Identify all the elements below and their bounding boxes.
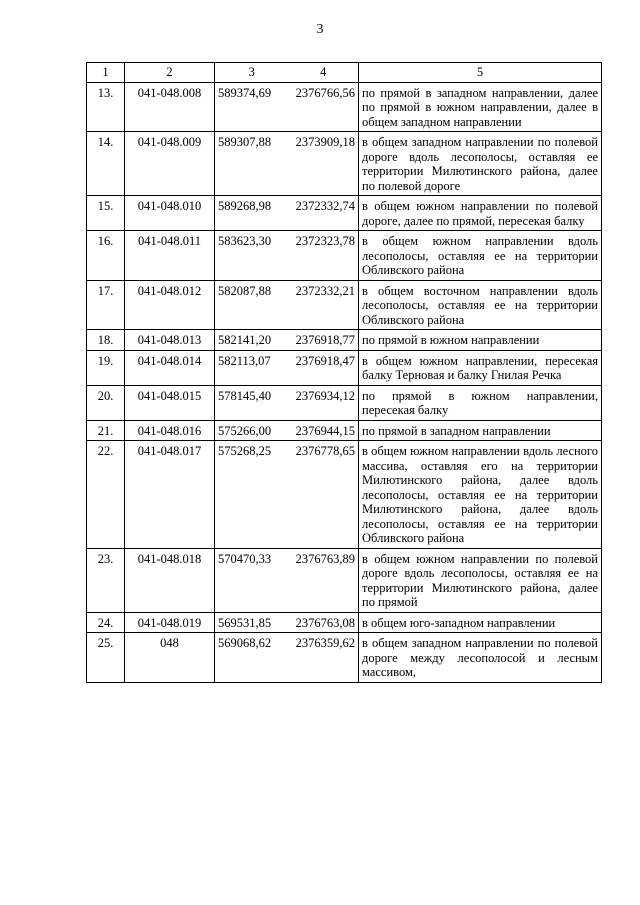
point-code: 048 — [125, 633, 215, 683]
row-number: 15. — [87, 196, 125, 231]
point-code: 041-048.013 — [125, 330, 215, 351]
coordinate-x: 570470,33 — [215, 548, 289, 612]
boundary-description: в общем юго-западном направлении — [359, 612, 602, 633]
header-col-5: 5 — [359, 63, 602, 83]
coordinate-x: 582113,07 — [215, 350, 289, 385]
boundary-description: в общем южном направлении по полевой дороге вдоль лесополосы, оставляя ее на территории Милютинского района, далее по прямой — [359, 548, 602, 612]
point-code: 041-048.010 — [125, 196, 215, 231]
coordinate-y: 2376359,62 — [289, 633, 359, 683]
boundary-description: в общем южном направлении по полевой дороге, далее по прямой, пересекая балку — [359, 196, 602, 231]
table-row — [87, 350, 602, 385]
table-row — [87, 385, 602, 420]
coordinate-x: 582087,88 — [215, 280, 289, 330]
boundary-description: в общем западном направлении по полевой дороге между лесополосой и лесным массивом, — [359, 633, 602, 683]
header-col-2: 2 — [125, 63, 215, 83]
table-row — [87, 280, 602, 330]
point-code: 041-048.012 — [125, 280, 215, 330]
row-number: 18. — [87, 330, 125, 351]
table-row — [87, 132, 602, 196]
point-code: 041-048.009 — [125, 132, 215, 196]
coordinate-y: 2372332,21 — [289, 280, 359, 330]
coordinate-y: 2372323,78 — [289, 231, 359, 281]
table-row — [87, 196, 602, 231]
table-row — [87, 441, 602, 549]
row-number: 19. — [87, 350, 125, 385]
row-number: 13. — [87, 82, 125, 132]
coordinate-x: 589307,88 — [215, 132, 289, 196]
coordinate-x: 578145,40 — [215, 385, 289, 420]
point-code: 041-048.017 — [125, 441, 215, 549]
coordinate-x: 575268,25 — [215, 441, 289, 549]
table-row — [87, 330, 602, 351]
boundary-description: по прямой в южном направлении — [359, 330, 602, 351]
point-code: 041-048.015 — [125, 385, 215, 420]
table-row — [87, 420, 602, 441]
header-col-3: 3 — [215, 63, 289, 83]
header-col-1: 1 — [87, 63, 125, 83]
row-number: 23. — [87, 548, 125, 612]
coordinate-y: 2372332,74 — [289, 196, 359, 231]
point-code: 041-048.011 — [125, 231, 215, 281]
table-row — [87, 82, 602, 132]
boundary-description: в общем южном направлении, пересекая балку Терновая и балку Гнилая Речка — [359, 350, 602, 385]
coordinate-y: 2376766,56 — [289, 82, 359, 132]
header-col-4: 4 — [289, 63, 359, 83]
table-row — [87, 231, 602, 281]
table-header-row — [87, 63, 602, 83]
coordinate-y: 2376763,08 — [289, 612, 359, 633]
coordinate-y: 2376918,47 — [289, 350, 359, 385]
coordinate-x: 589374,69 — [215, 82, 289, 132]
row-number: 17. — [87, 280, 125, 330]
boundary-description: по прямой в южном направлении, пересекая балку — [359, 385, 602, 420]
row-number: 16. — [87, 231, 125, 281]
point-code: 041-048.014 — [125, 350, 215, 385]
point-code: 041-048.019 — [125, 612, 215, 633]
row-number: 20. — [87, 385, 125, 420]
boundary-points-table — [86, 62, 602, 683]
table-row — [87, 633, 602, 683]
row-number: 24. — [87, 612, 125, 633]
point-code: 041-048.008 — [125, 82, 215, 132]
coordinate-y: 2376778,65 — [289, 441, 359, 549]
coordinate-y: 2376934,12 — [289, 385, 359, 420]
boundary-description: по прямой в западном направлении, далее по прямой в южном направлении, далее в общем западном направлении — [359, 82, 602, 132]
boundary-description: в общем восточном направлении вдоль лесополосы, оставляя ее на территории Обливского района — [359, 280, 602, 330]
coordinate-x: 589268,98 — [215, 196, 289, 231]
coordinate-y: 2373909,18 — [289, 132, 359, 196]
boundary-description: в общем южном направлении вдоль лесополосы, оставляя ее на территории Обливского района — [359, 231, 602, 281]
coordinate-x: 583623,30 — [215, 231, 289, 281]
row-number: 14. — [87, 132, 125, 196]
point-code: 041-048.016 — [125, 420, 215, 441]
boundary-description: по прямой в западном направлении — [359, 420, 602, 441]
coordinate-x: 575266,00 — [215, 420, 289, 441]
coordinate-x: 569531,85 — [215, 612, 289, 633]
coordinate-x: 569068,62 — [215, 633, 289, 683]
boundary-description: в общем южном направлении вдоль лесного массива, оставляя его на территории Милютинского района, далее вдоль лесополосы, оставляя ее на территории Милютинского района, далее вдоль лесополосы, оставляя ее на территории Обливского района — [359, 441, 602, 549]
boundary-description: в общем западном направлении по полевой дороге вдоль лесополосы, оставляя ее территории Милютинского района, далее по полевой дороге — [359, 132, 602, 196]
page-number: 3 — [316, 22, 324, 37]
table-row — [87, 548, 602, 612]
table-row — [87, 612, 602, 633]
row-number: 22. — [87, 441, 125, 549]
coordinate-y: 2376918,77 — [289, 330, 359, 351]
coordinate-x: 582141,20 — [215, 330, 289, 351]
row-number: 25. — [87, 633, 125, 683]
point-code: 041-048.018 — [125, 548, 215, 612]
coordinate-y: 2376944,15 — [289, 420, 359, 441]
row-number: 21. — [87, 420, 125, 441]
coordinate-y: 2376763,89 — [289, 548, 359, 612]
